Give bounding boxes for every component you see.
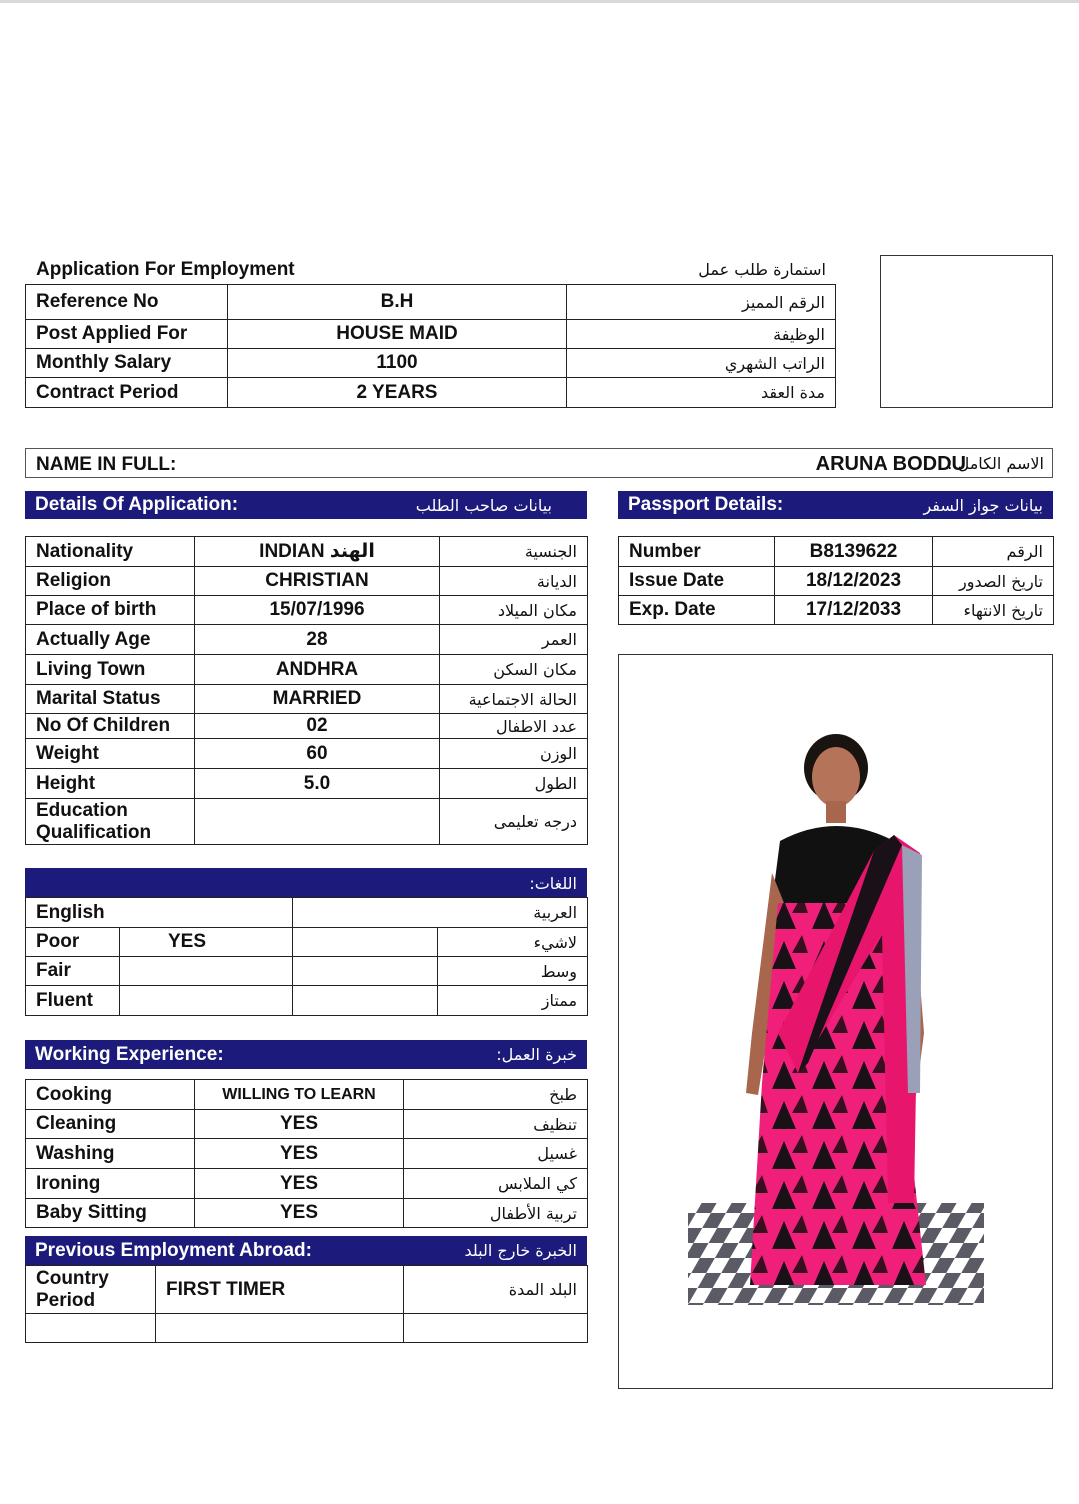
table-row (26, 625, 588, 655)
abroad-header (25, 1236, 587, 1265)
marital-value: MARRIED (195, 685, 440, 714)
education-value (195, 799, 440, 845)
education-label-line1: Education (36, 799, 128, 821)
issue-date-label-ar: تاريخ الصدور (933, 567, 1054, 596)
table-row (26, 567, 588, 596)
name-value: ARUNA BODDU (815, 453, 966, 475)
small-photo-box (880, 255, 1053, 408)
table-row (619, 567, 1054, 596)
washing-value: YES (195, 1139, 404, 1169)
country-period-label (26, 1266, 156, 1314)
table-row (26, 1314, 588, 1343)
children-label-ar: عدد الاطفال (440, 714, 588, 739)
cooking-value: WILLING TO LEARN (195, 1080, 404, 1110)
name-label-ar: الاسم الكامل : (947, 454, 1044, 473)
application-title: Details Of Application: (35, 494, 239, 515)
passport-title: Passport Details: (628, 494, 784, 515)
reference-label: Reference No (26, 285, 228, 320)
poor-label: Poor (26, 928, 120, 957)
languages-table (25, 897, 588, 1016)
weight-value: 60 (195, 739, 440, 769)
table-row (26, 1199, 588, 1228)
ironing-label: Ironing (26, 1169, 195, 1199)
table-row (26, 928, 588, 957)
table-row (26, 1110, 588, 1139)
weight-label: Weight (26, 739, 195, 769)
photo-box (618, 654, 1053, 1389)
country-period-label-ar: البلد المدة (404, 1266, 588, 1314)
issue-date-label: Issue Date (619, 567, 775, 596)
fair-label: Fair (26, 957, 120, 986)
children-value: 02 (195, 714, 440, 739)
experience-title: Working Experience: (35, 1043, 224, 1065)
fluent-arabic-value (293, 986, 438, 1016)
languages-header (25, 868, 587, 898)
fluent-label-ar: ممتاز (438, 986, 588, 1016)
issue-date-value: 18/12/2023 (775, 567, 933, 596)
post-label-ar: الوظيفة (567, 320, 836, 349)
languages-title-ar: اللغات: (529, 873, 577, 893)
table-row (26, 898, 588, 928)
religion-label: Religion (26, 567, 195, 596)
fair-label-ar: وسط (438, 957, 588, 986)
cooking-label: Cooking (26, 1080, 195, 1110)
cleaning-value: YES (195, 1110, 404, 1139)
abroad-title-ar: الخبرة خارج البلد (464, 1241, 577, 1260)
contract-label-ar: مدة العقد (567, 378, 836, 408)
salary-label-ar: الراتب الشهري (567, 349, 836, 378)
fluent-label: Fluent (26, 986, 120, 1016)
empty-cell (26, 1314, 156, 1343)
table-row (26, 1169, 588, 1199)
passport-number-label-ar: الرقم (933, 537, 1054, 567)
header-table (25, 284, 836, 408)
table-row (619, 537, 1054, 567)
abroad-value: FIRST TIMER (156, 1266, 404, 1314)
application-title-ar: بيانات صاحب الطلب (415, 495, 552, 515)
cleaning-label: Cleaning (26, 1110, 195, 1139)
marital-label: Marital Status (26, 685, 195, 714)
weight-label-ar: الوزن (440, 739, 588, 769)
cooking-label-ar: طبخ (404, 1080, 588, 1110)
period-label: Period (36, 1289, 96, 1311)
babysitting-label-ar: تربية الأطفال (404, 1199, 588, 1228)
table-row (26, 739, 588, 769)
education-label-ar: درجه تعليمى (440, 799, 588, 845)
passport-title-ar: بيانات جواز السفر (923, 495, 1043, 515)
nationality-label: Nationality (26, 537, 195, 567)
top-border (0, 0, 1079, 3)
town-label-ar: مكان السكن (440, 655, 588, 685)
birthplace-value: 15/07/1996 (195, 596, 440, 625)
town-value: ANDHRA (195, 655, 440, 685)
washing-label-ar: غسيل (404, 1139, 588, 1169)
fair-arabic-value (293, 957, 438, 986)
table-row (619, 596, 1054, 625)
passport-table (618, 536, 1054, 625)
washing-label: Washing (26, 1139, 195, 1169)
name-row (25, 448, 1053, 478)
post-value: HOUSE MAID (228, 320, 567, 349)
form-title: Application For Employment (36, 259, 295, 280)
nationality-label-ar: الجنسية (440, 537, 588, 567)
applicant-photo (688, 733, 984, 1305)
ironing-value: YES (195, 1169, 404, 1199)
table-row (26, 596, 588, 625)
reference-label-ar: الرقم المميز (567, 285, 836, 320)
empty-cell (404, 1314, 588, 1343)
contract-label: Contract Period (26, 378, 228, 408)
experience-title-ar: خبرة العمل: (496, 1045, 577, 1064)
age-label-ar: العمر (440, 625, 588, 655)
salary-label: Monthly Salary (26, 349, 228, 378)
country-label: Country (36, 1267, 109, 1289)
table-row (26, 1266, 588, 1314)
fair-english-value (120, 957, 293, 986)
table-row (26, 685, 588, 714)
passport-number-value: B8139622 (775, 537, 933, 567)
passport-number-label: Number (619, 537, 775, 567)
age-value: 28 (195, 625, 440, 655)
abroad-title: Previous Employment Abroad: (35, 1239, 312, 1261)
education-label-line2: Qualification (36, 821, 152, 843)
contract-value: 2 YEARS (228, 378, 567, 408)
poor-english-value: YES (120, 928, 293, 957)
babysitting-label: Baby Sitting (26, 1199, 195, 1228)
exp-date-label: Exp. Date (619, 596, 775, 625)
table-row (26, 537, 588, 567)
table-row (26, 1139, 588, 1169)
birthplace-label-ar: مكان الميلاد (440, 596, 588, 625)
height-label-ar: الطول (440, 769, 588, 799)
application-header (25, 491, 587, 519)
education-label (26, 799, 195, 845)
form-title-ar: استمارة طلب عمل (698, 260, 826, 279)
english-label: English (26, 898, 293, 928)
post-label: Post Applied For (26, 320, 228, 349)
salary-value: 1100 (228, 349, 567, 378)
fluent-english-value (120, 986, 293, 1016)
table-row (26, 1080, 588, 1110)
marital-label-ar: الحالة الاجتماعية (440, 685, 588, 714)
religion-value: CHRISTIAN (195, 567, 440, 596)
table-row (26, 320, 836, 349)
empty-cell (156, 1314, 404, 1343)
reference-value: B.H (228, 285, 567, 320)
table-row (26, 986, 588, 1016)
exp-date-label-ar: تاريخ الانتهاء (933, 596, 1054, 625)
table-row (26, 769, 588, 799)
application-table (25, 536, 588, 845)
table-row (26, 349, 836, 378)
experience-header (25, 1040, 587, 1069)
children-label: No Of Children (26, 714, 195, 739)
poor-arabic-value (293, 928, 438, 957)
arabic-label: العربية (293, 898, 588, 928)
babysitting-value: YES (195, 1199, 404, 1228)
table-row (26, 285, 836, 320)
table-row (26, 378, 836, 408)
birthplace-label: Place of birth (26, 596, 195, 625)
cleaning-label-ar: تنظيف (404, 1110, 588, 1139)
ironing-label-ar: كي الملابس (404, 1169, 588, 1199)
age-label: Actually Age (26, 625, 195, 655)
name-label: NAME IN FULL: (36, 454, 177, 475)
table-row (26, 655, 588, 685)
height-label: Height (26, 769, 195, 799)
table-row (26, 957, 588, 986)
poor-label-ar: لاشيء (438, 928, 588, 957)
exp-date-value: 17/12/2033 (775, 596, 933, 625)
table-row (26, 714, 588, 739)
table-row (26, 799, 588, 845)
abroad-table (25, 1265, 588, 1343)
town-label: Living Town (26, 655, 195, 685)
passport-header (618, 491, 1053, 519)
nationality-value: INDIAN الهند (195, 537, 440, 567)
experience-table (25, 1079, 588, 1228)
height-value: 5.0 (195, 769, 440, 799)
religion-label-ar: الديانة (440, 567, 588, 596)
